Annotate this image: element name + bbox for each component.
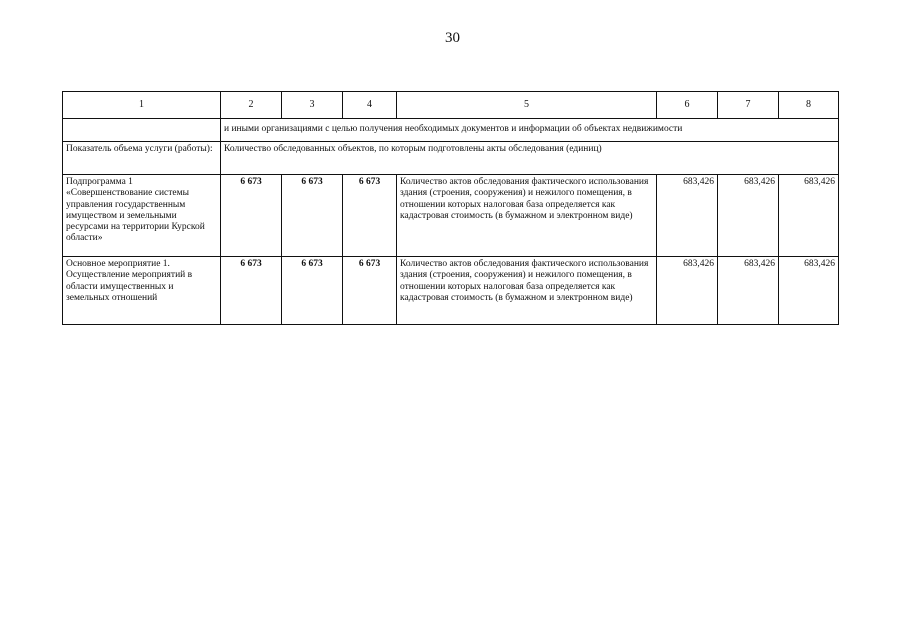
column-header: 6 [657, 92, 718, 119]
table-row [63, 257, 839, 325]
cell-col5: Количество актов обследования фактического использования здания (строения, сооружения) и нежилого помещения, в отношении которых налоговая база определяется как кадастровая стоимость (в бумажном и электронном виде) [397, 175, 657, 257]
table-header-row [63, 92, 839, 119]
indicator-value: Количество обследованных объектов, по которым подготовлены акты обследования (единиц) [221, 142, 839, 175]
cell-col7: 683,426 [718, 257, 779, 325]
column-header: 1 [63, 92, 221, 119]
column-header: 4 [343, 92, 397, 119]
indicator-row [63, 142, 839, 175]
row-name: Основное мероприятие 1. Осуществление мероприятий в области имущественных и земельных отношений [63, 257, 221, 325]
column-header: 2 [221, 92, 282, 119]
cell-col5: Количество актов обследования фактического использования здания (строения, сооружения) и нежилого помещения, в отношении которых налоговая база определяется как кадастровая стоимость (в бумажном и электронном виде) [397, 257, 657, 325]
cell-col3: 6 673 [282, 257, 343, 325]
column-header: 7 [718, 92, 779, 119]
column-header: 8 [779, 92, 839, 119]
row-name: Подпрограмма 1 «Совершенствование системы управления государственным имуществом и земельными ресурсами на территории Курской области» [63, 175, 221, 257]
cell-col4: 6 673 [343, 257, 397, 325]
continuation-row [63, 119, 839, 142]
continuation-text: и иными организациями с целью получения необходимых документов и информации об объектах недвижимости [221, 119, 839, 142]
column-header: 5 [397, 92, 657, 119]
page-number: 30 [445, 30, 460, 46]
cell-col7: 683,426 [718, 175, 779, 257]
indicator-label: Показатель объема услуги (работы): [63, 142, 221, 175]
cell-col6: 683,426 [657, 257, 718, 325]
cell-col3: 6 673 [282, 175, 343, 257]
cell-col8: 683,426 [779, 257, 839, 325]
table-row [63, 175, 839, 257]
cell-col2: 6 673 [221, 175, 282, 257]
cell-col4: 6 673 [343, 175, 397, 257]
cell-col6: 683,426 [657, 175, 718, 257]
data-table [62, 91, 839, 325]
cell-col8: 683,426 [779, 175, 839, 257]
cell-col2: 6 673 [221, 257, 282, 325]
column-header: 3 [282, 92, 343, 119]
empty-cell [63, 119, 221, 142]
